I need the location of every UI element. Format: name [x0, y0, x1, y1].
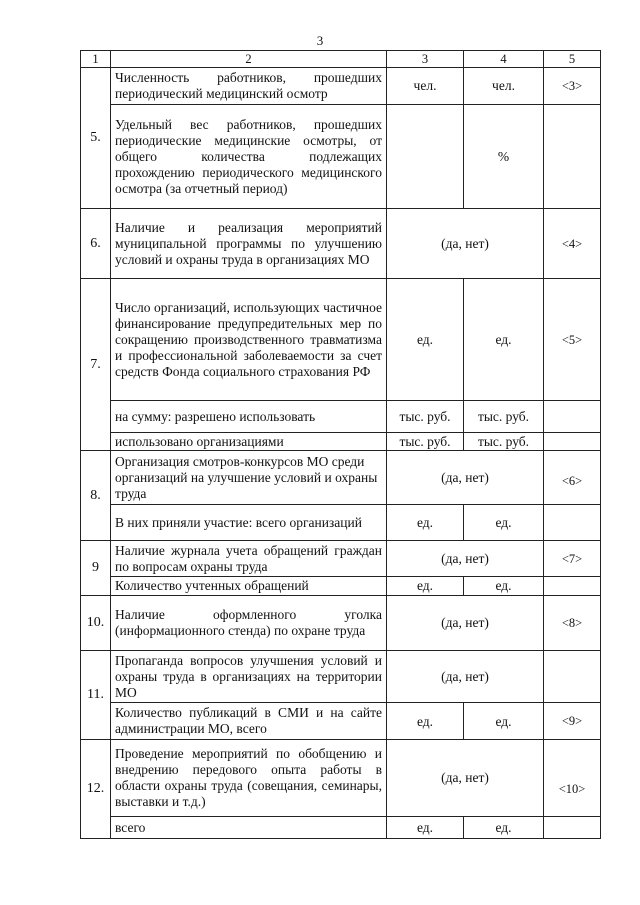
unit-col-4: тыс. руб.	[464, 433, 544, 451]
row-number: 9	[81, 541, 111, 596]
table-row	[81, 105, 601, 209]
row-number: 6.	[81, 209, 111, 279]
unit-yes-no: (да, нет)	[387, 541, 544, 577]
row-description: Наличие и реализация мероприятий муниципальной программы по улучшению условий и охраны труда в организациях МО	[111, 209, 387, 279]
table-row	[81, 68, 601, 105]
unit-col-4: ед.	[464, 817, 544, 839]
row-description: Количество публикаций в СМИ и на сайте администрации МО, всего	[111, 703, 387, 740]
row-description: на сумму: разрешено использовать	[111, 401, 387, 433]
unit-yes-no: (да, нет)	[387, 209, 544, 279]
unit-col-3: ед.	[387, 817, 464, 839]
table-row	[81, 505, 601, 541]
header-col-2: 2	[111, 51, 387, 68]
unit-col-4: ед.	[464, 505, 544, 541]
unit-yes-no: (да, нет)	[387, 596, 544, 651]
unit-col-3: ед.	[387, 703, 464, 740]
unit-col-4: ед.	[464, 279, 544, 401]
header-col-1: 1	[81, 51, 111, 68]
unit-col-4: %	[464, 105, 544, 209]
header-col-4: 4	[464, 51, 544, 68]
row-number: 10.	[81, 596, 111, 651]
reference-note	[544, 651, 601, 703]
table-row	[81, 577, 601, 596]
reference-note: <4>	[544, 209, 601, 279]
table-header-row	[81, 51, 601, 68]
table-row	[81, 401, 601, 433]
reference-note: <5>	[544, 279, 601, 401]
unit-col-3: тыс. руб.	[387, 433, 464, 451]
row-description: использовано организациями	[111, 433, 387, 451]
row-number: 8.	[81, 451, 111, 541]
unit-col-4: чел.	[464, 68, 544, 105]
reference-note: <7>	[544, 541, 601, 577]
unit-col-3	[387, 105, 464, 209]
table-row	[81, 433, 601, 451]
row-number: 11.	[81, 651, 111, 740]
unit-col-4: тыс. руб.	[464, 401, 544, 433]
row-description: Удельный вес работников, прошедших периодические медицинские осмотры, от общего количества подлежащих прохождению периодического медицинского осмотра (за отчетный период)	[111, 105, 387, 209]
table-row	[81, 541, 601, 577]
row-description: всего	[111, 817, 387, 839]
reference-note	[544, 817, 601, 839]
table-row	[81, 817, 601, 839]
reference-note	[544, 505, 601, 541]
row-number: 5.	[81, 68, 111, 209]
header-col-5: 5	[544, 51, 601, 68]
unit-col-4: ед.	[464, 703, 544, 740]
unit-col-3: ед.	[387, 505, 464, 541]
reference-note	[544, 433, 601, 451]
table-row	[81, 596, 601, 651]
row-description: Количество учтенных обращений	[111, 577, 387, 596]
unit-col-3: ед.	[387, 577, 464, 596]
reference-note: <3>	[544, 68, 601, 105]
row-description: Наличие оформленного уголка (информационного стенда) по охране труда	[111, 596, 387, 651]
unit-col-3: ед.	[387, 279, 464, 401]
reference-note: <8>	[544, 596, 601, 651]
header-col-3: 3	[387, 51, 464, 68]
row-description: Наличие журнала учета обращений граждан по вопросам охраны труда	[111, 541, 387, 577]
unit-col-3: чел.	[387, 68, 464, 105]
page-number: 3	[316, 33, 324, 48]
reference-note	[544, 401, 601, 433]
row-number: 7.	[81, 279, 111, 451]
row-description: Пропаганда вопросов улучшения условий и охраны труда в организациях на территории МО	[111, 651, 387, 703]
reference-note	[544, 105, 601, 209]
row-description: Численность работников, прошедших периодический медицинский осмотр	[111, 68, 387, 105]
unit-yes-no: (да, нет)	[387, 451, 544, 505]
reference-note: <10>	[544, 740, 601, 817]
reference-note: <6>	[544, 451, 601, 505]
unit-yes-no: (да, нет)	[387, 740, 544, 817]
table-row	[81, 703, 601, 740]
row-description: В них приняли участие: всего организаций	[111, 505, 387, 541]
table-row	[81, 740, 601, 817]
row-description: Организация смотров-конкурсов МО среди организаций на улучшение условий и охраны труда	[111, 451, 387, 505]
unit-yes-no: (да, нет)	[387, 651, 544, 703]
unit-col-3: тыс. руб.	[387, 401, 464, 433]
indicators-table	[80, 50, 601, 839]
table-row	[81, 209, 601, 279]
row-number: 12.	[81, 740, 111, 839]
unit-col-4: ед.	[464, 577, 544, 596]
reference-note	[544, 577, 601, 596]
row-description: Число организаций, использующих частичное финансирование предупредительных мер по сокращению производственного травматизма и профессиональной заболеваемости за счет средств Фонда социального страхования РФ	[111, 279, 387, 401]
table-row	[81, 651, 601, 703]
table-row	[81, 279, 601, 401]
reference-note: <9>	[544, 703, 601, 740]
table-row	[81, 451, 601, 505]
row-description: Проведение мероприятий по обобщению и внедрению передового опыта работы в области охраны труда (совещания, семинары, выставки и т.д.)	[111, 740, 387, 817]
